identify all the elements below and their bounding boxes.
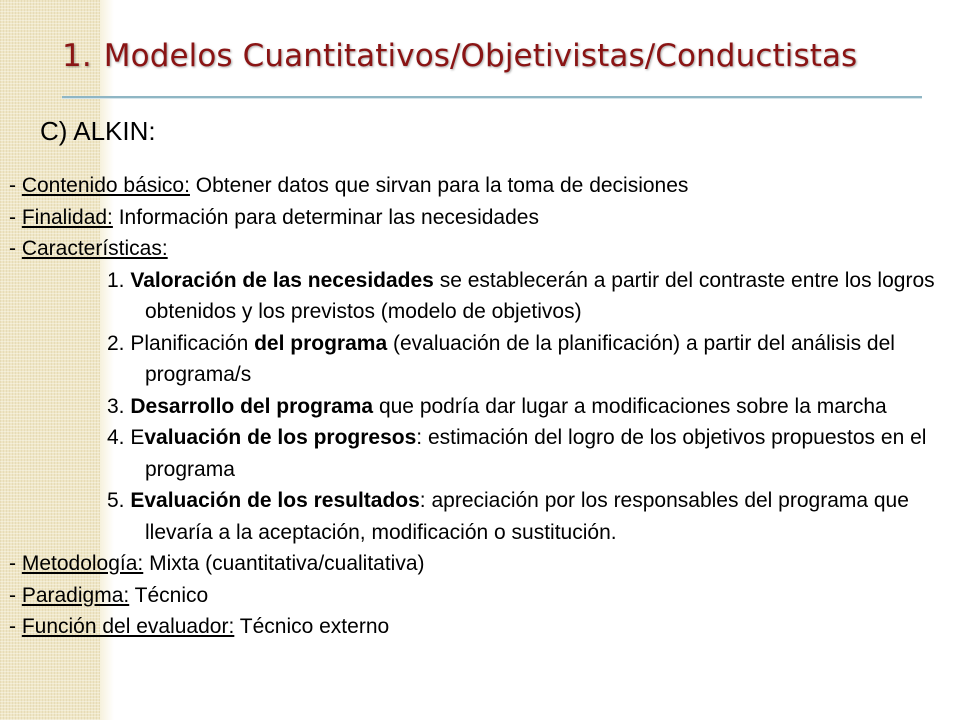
list-item bbox=[9, 485, 959, 548]
caracteristicas-line bbox=[9, 233, 959, 265]
paradigma-text: Técnico bbox=[129, 583, 209, 607]
list-item bbox=[9, 422, 959, 485]
metodologia-label: Metodología: bbox=[21, 552, 144, 575]
paradigma-label: Paradigma: bbox=[21, 583, 130, 607]
item-bold: Evaluación de los resultados bbox=[130, 489, 420, 512]
slide-title bbox=[62, 38, 857, 74]
item-bold: valuación de los progresos bbox=[144, 426, 417, 449]
item-pre: E bbox=[130, 426, 145, 449]
funcion-line bbox=[9, 611, 959, 643]
bullet-dash: - bbox=[9, 205, 22, 229]
contenido-line bbox=[9, 170, 959, 202]
metodologia-line bbox=[9, 548, 959, 580]
item-number: 4. bbox=[107, 426, 131, 449]
metodologia-text: Mixta (cuantitativa/cualitativa) bbox=[143, 552, 425, 575]
item-text: se establecerán a partir del contraste entre los logros obtenidos y los previstos (modelo de objetivos) bbox=[145, 268, 935, 323]
list-item bbox=[9, 391, 959, 423]
bullet-dash: - bbox=[9, 237, 22, 260]
title-divider bbox=[62, 96, 922, 98]
title-text: Modelos Cuantitativos/Objetivistas/Conductistas bbox=[103, 38, 858, 74]
bullet-dash: - bbox=[9, 174, 22, 197]
caracteristicas-label: Características: bbox=[21, 237, 168, 260]
item-text: que podría dar lugar a modificaciones sobre la marcha bbox=[373, 394, 887, 418]
item-text: (evaluación de la planificación) a partir del análisis del programa/s bbox=[145, 331, 895, 386]
item-bold: del programa bbox=[254, 331, 388, 355]
item-number: 3. bbox=[107, 394, 131, 418]
bullet-dash: - bbox=[9, 552, 22, 575]
paradigma-line bbox=[9, 580, 959, 612]
slide-body bbox=[9, 170, 959, 643]
item-text: : apreciación por los responsables del programa que llevaría a la aceptación, modificación o sustitución. bbox=[145, 489, 909, 544]
item-number: 5. bbox=[107, 489, 131, 512]
item-text: : estimación del logro de los objetivos propuestos en el programa bbox=[145, 426, 927, 481]
bullet-dash: - bbox=[9, 583, 22, 607]
funcion-label: Función del evaluador: bbox=[21, 615, 235, 638]
list-item bbox=[9, 265, 959, 328]
finalidad-line bbox=[9, 202, 959, 234]
section-subtitle: C) ALKIN: bbox=[40, 116, 156, 146]
item-number: 1. bbox=[107, 268, 131, 292]
contenido-label: Contenido básico: bbox=[21, 174, 190, 197]
item-bold: Desarrollo del programa bbox=[130, 394, 374, 418]
item-number: 2. bbox=[107, 331, 131, 355]
finalidad-text: Información para determinar las necesidades bbox=[112, 205, 539, 229]
bullet-dash: - bbox=[9, 615, 22, 638]
finalidad-label: Finalidad: bbox=[21, 205, 113, 229]
title-number: 1. bbox=[62, 38, 92, 74]
funcion-text: Técnico externo bbox=[234, 615, 390, 638]
contenido-text: Obtener datos que sirvan para la toma de decisiones bbox=[189, 174, 689, 197]
item-bold: Valoración de las necesidades bbox=[130, 268, 434, 292]
list-item bbox=[9, 328, 959, 391]
item-pre: Planificación bbox=[130, 331, 255, 355]
